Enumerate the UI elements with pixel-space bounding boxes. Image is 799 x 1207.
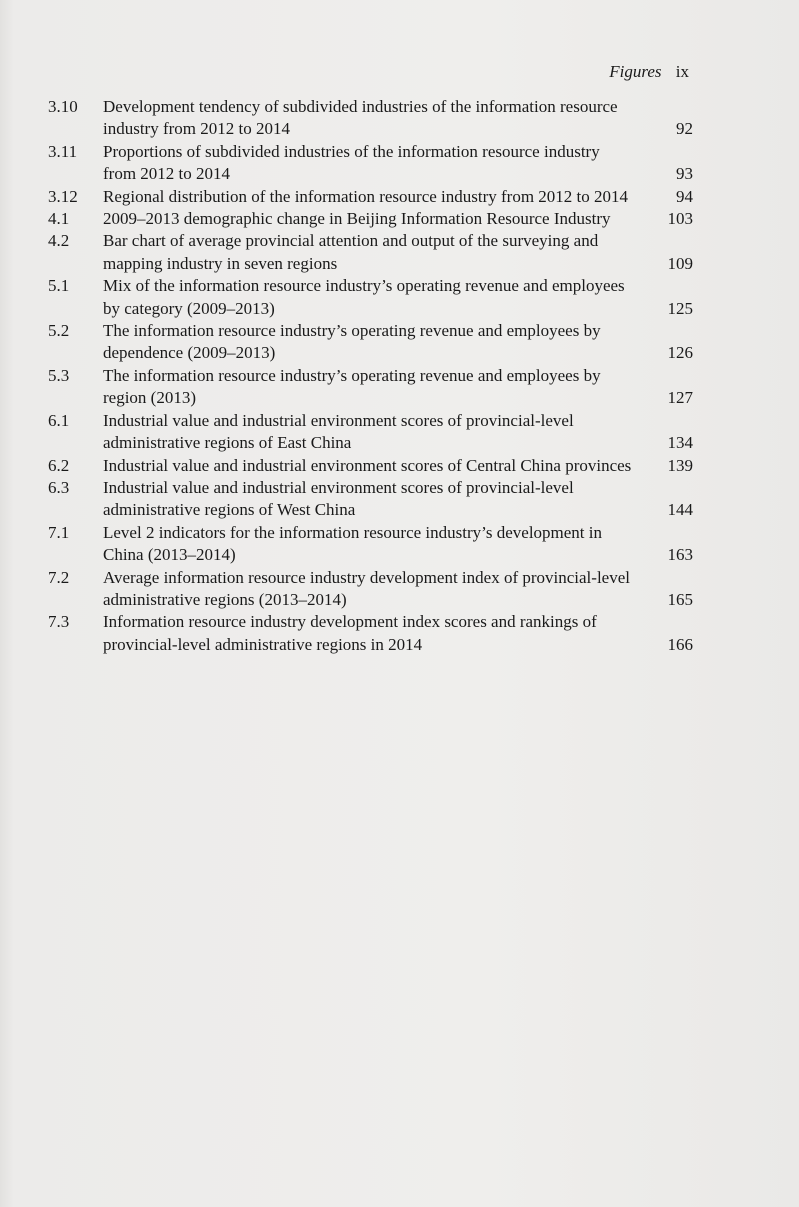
figure-number: 6.3 — [48, 477, 70, 497]
figure-entry — [48, 320, 693, 365]
figure-title: Bar chart of average provincial attention and output of the surveying and mapping industry in seven regions — [103, 231, 599, 273]
figure-page-number: 93 — [676, 164, 693, 184]
figure-entry-body — [103, 208, 693, 230]
figure-number: 6.1 — [48, 410, 70, 430]
figure-page-number: 165 — [667, 589, 693, 609]
figure-entry — [48, 275, 693, 320]
figure-number: 5.2 — [48, 321, 70, 341]
figure-entry-body — [103, 186, 693, 208]
figure-title: Average information resource industry development index of provincial-level administrative regions (2013–2014) — [103, 567, 630, 609]
page-number: ix — [675, 62, 689, 81]
figure-page-number: 94 — [676, 186, 693, 206]
figure-entry — [48, 455, 693, 477]
figure-number: 4.2 — [48, 231, 70, 251]
figure-entry-body — [103, 365, 693, 410]
figure-title: Industrial value and industrial environment scores of provincial-level administrative regions of East China — [103, 410, 574, 453]
figure-entry-body — [103, 275, 693, 320]
figure-page-number: 92 — [676, 119, 693, 139]
figure-title: Regional distribution of the information resource industry from 2012 to 2014 — [103, 186, 629, 206]
figure-entry — [48, 477, 693, 522]
figure-page-number: 125 — [667, 298, 693, 318]
figure-page-number: 144 — [667, 500, 693, 520]
figure-entry — [48, 522, 693, 567]
figure-entry — [48, 365, 693, 410]
figure-number: 4.1 — [48, 209, 70, 229]
figure-entry-body — [103, 522, 693, 567]
figure-entry-body — [103, 611, 693, 656]
figure-number: 3.10 — [48, 97, 78, 116]
figure-title: Industrial value and industrial environment scores of provincial-level administrative regions of West China — [103, 477, 574, 520]
figure-page-number: 134 — [667, 433, 693, 453]
running-head — [609, 62, 689, 82]
figure-number: 5.1 — [48, 276, 70, 296]
figure-entry — [48, 208, 693, 230]
figure-title: Development tendency of subdivided industries of the information resource industry from 2012 to 2014 — [103, 97, 618, 139]
figure-number: 7.3 — [48, 612, 70, 632]
figure-title: The information resource industry’s operating revenue and employees by dependence (2009–2013) — [103, 321, 601, 363]
figure-entry-body — [103, 477, 693, 522]
figure-title: Information resource industry development index scores and rankings of provincial-level administrative regions in 2014 — [103, 612, 597, 654]
figure-page-number: 166 — [667, 634, 693, 654]
figure-entry — [48, 96, 693, 141]
figure-entry-body — [103, 567, 693, 612]
figure-number: 6.2 — [48, 455, 70, 475]
list-of-figures — [48, 96, 693, 656]
figure-title: The information resource industry’s operating revenue and employees by region (2013) — [103, 365, 601, 408]
figure-page-number: 139 — [667, 455, 693, 475]
figure-entry-body — [103, 96, 693, 141]
figure-title: Level 2 indicators for the information resource industry’s development in China (2013–2014) — [103, 522, 603, 565]
figure-number: 3.11 — [48, 141, 78, 161]
figure-title: Mix of the information resource industry’s operating revenue and employees by category (2009–2013) — [103, 276, 625, 318]
figure-entry-body — [103, 230, 693, 275]
figure-entry — [48, 611, 693, 656]
figure-page-number: 109 — [667, 253, 693, 273]
figure-number: 7.2 — [48, 567, 70, 587]
figure-page-number: 103 — [667, 209, 693, 229]
figure-entry — [48, 141, 693, 186]
figure-entry — [48, 410, 693, 455]
figure-title: Proportions of subdivided industries of the information resource industry from 2012 to 2014 — [103, 141, 600, 184]
figure-page-number: 127 — [667, 388, 693, 408]
figure-entry — [48, 186, 693, 208]
figure-number: 5.3 — [48, 365, 70, 385]
figure-entry — [48, 230, 693, 275]
figure-number: 7.1 — [48, 522, 70, 542]
figure-title: 2009–2013 demographic change in Beijing Information Resource Industry — [103, 209, 611, 229]
figure-page-number: 126 — [667, 343, 693, 363]
figure-entry — [48, 567, 693, 612]
figure-number: 3.12 — [48, 186, 78, 206]
running-head-label: Figures — [609, 62, 662, 81]
figure-entry-body — [103, 455, 693, 477]
figure-title: Industrial value and industrial environment scores of Central China provinces — [103, 455, 632, 475]
figure-entry-body — [103, 320, 693, 365]
figure-entry-body — [103, 410, 693, 455]
figure-entry-body — [103, 141, 693, 186]
figure-page-number: 163 — [667, 545, 693, 565]
